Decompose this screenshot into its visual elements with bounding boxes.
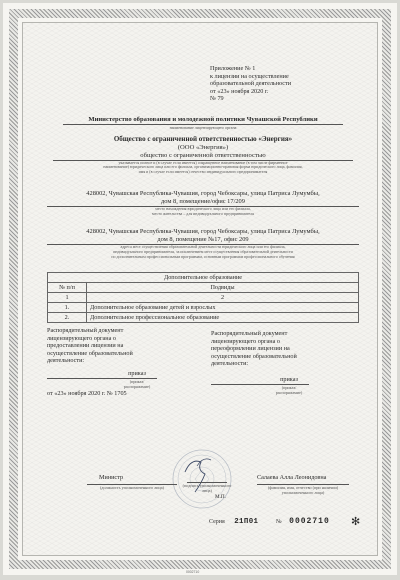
- serial-series: 21П01: [234, 518, 259, 526]
- bottom-code: 0002710: [186, 570, 200, 574]
- activity-address-block: [47, 228, 359, 259]
- address-block: [47, 190, 359, 217]
- address-caption: место жительства – для индивидуального предпринимателя: [152, 210, 254, 216]
- appendix-line: Приложение № 1: [210, 65, 256, 72]
- reissue-order-block: [211, 330, 341, 395]
- signer-name-block: [257, 474, 349, 495]
- org-full-name: Общество с ограниченной ответственностью «Энергия»: [113, 135, 293, 143]
- appendix-line: к лицензии на осуществление: [210, 72, 289, 80]
- org-caption: указывается полное и (в случае если имеется) сокращенное наименование (в том числе фирменное: [118, 159, 288, 165]
- row-number: 2.: [48, 313, 87, 323]
- signer-position-caption: (должность уполномоченного лица): [99, 485, 165, 490]
- issue-order-text: деятельности:: [47, 357, 85, 365]
- reissue-order-text: Распорядительный документ: [211, 330, 288, 337]
- activity-address-caption: индивидуального предпринимателя, за исключением мест осуществления образовательной деятельности: [113, 248, 293, 254]
- signature-block: [182, 482, 234, 501]
- ministry-block: [63, 116, 343, 130]
- issue-order-text: осуществление образовательной: [47, 349, 133, 357]
- serial-label: Серия: [209, 519, 225, 525]
- signature-caption: (подпись уполномоченного лица): [182, 483, 232, 494]
- asterisk-mark-icon: ✻: [351, 515, 361, 528]
- serial-number-label: №: [275, 519, 282, 525]
- table-row: [48, 313, 359, 323]
- address-caption: место нахождения юридического лица или его филиала,: [155, 206, 251, 211]
- row-subtype: Дополнительное образование детей и взрослых: [87, 303, 359, 313]
- appendix-line: образовательной деятельности: [210, 80, 292, 88]
- table-title: Дополнительное образование: [48, 273, 359, 283]
- signer-position: Министр: [99, 474, 124, 481]
- signer-name: Салаева Алла Леонидовна: [257, 474, 327, 481]
- activity-address-caption: по дополнительным профессиональным программам, основным программам профессионального обучения: [111, 253, 295, 259]
- organization-block: [53, 135, 353, 175]
- reissue-order-text: лицензирующего органа о: [211, 337, 280, 345]
- ministry-caption: наименование лицензирующего органа: [169, 125, 237, 130]
- appendix-header: [210, 65, 340, 103]
- issue-order-block: [47, 327, 167, 398]
- table-row: [48, 303, 359, 313]
- issue-order-type-caption: (приказ/распоряжение): [123, 378, 151, 389]
- address-line: 428002, Чувашская Республика-Чувашия, город Чебоксары, улица Патриса Лумумбы,: [86, 190, 320, 197]
- reissue-order-type: приказ: [211, 376, 309, 385]
- issue-order-text: Распорядительный документ: [47, 327, 124, 334]
- activity-address-line: дом 8, помещение №17, офис 209: [47, 236, 359, 245]
- signer-name-caption: (фамилия, имя, отчество (при наличии): [267, 485, 339, 490]
- activity-address-line: 428002, Чувашская Республика-Чувашия, город Чебоксары, улица Патриса Лумумбы,: [86, 228, 320, 235]
- signer-name-caption: уполномоченного лица): [281, 490, 325, 496]
- col-index: 2: [87, 293, 359, 303]
- org-caption: наименование) юридического лица или его филиала, организационно-правовая форма юридического лица, фамилия,: [103, 164, 303, 170]
- address-line: дом 8, помещение/офис 17/209: [47, 198, 359, 207]
- activity-address-caption: адреса мест осуществления образовательной деятельности юридического лица или его филиала,: [120, 244, 286, 249]
- issue-order-text: лицензирующего органа о: [47, 334, 116, 342]
- col-index: 1: [48, 293, 87, 303]
- reissue-order-text: деятельности:: [211, 360, 249, 368]
- education-table: [47, 272, 359, 323]
- col-header-subtype: Подвиды: [87, 283, 359, 293]
- ministry-name: Министерство образования и молодежной политики Чувашской Республики: [63, 116, 343, 125]
- issue-order-text: предоставлении лицензии на: [47, 342, 124, 350]
- signer-position-block: [87, 474, 177, 490]
- reissue-order-type-caption: (приказ/распоряжение): [275, 384, 303, 395]
- license-appendix-sheet: [3, 3, 397, 575]
- form-serial: [209, 517, 330, 526]
- table-index-row: [48, 293, 359, 303]
- reissue-order-text: переоформлении лицензии на: [211, 345, 290, 353]
- table-header-row: [48, 283, 359, 293]
- stamp-place-label: М.П.: [215, 494, 226, 501]
- issue-order-date: от «23» ноября 2020 г. № 1705: [47, 389, 127, 397]
- org-short-name: (ООО «Энергия»): [177, 143, 229, 151]
- col-header-num: № п/п: [48, 283, 87, 293]
- row-number: 1.: [48, 303, 87, 313]
- org-legal-form: общество с ограниченной ответственностью: [53, 152, 353, 161]
- reissue-order-text: осуществление образовательной: [211, 352, 297, 360]
- appendix-date: от «23» ноября 2020 г.: [210, 87, 269, 95]
- serial-number: 0002710: [289, 517, 330, 526]
- org-caption: имя и (в случае если имеется) отчество индивидуального предпринимателя: [138, 169, 268, 175]
- appendix-number: № 79: [210, 95, 224, 103]
- row-subtype: Дополнительное профессиональное образование: [87, 313, 359, 323]
- issue-order-type: приказ: [47, 370, 157, 379]
- table-title-row: [48, 273, 359, 283]
